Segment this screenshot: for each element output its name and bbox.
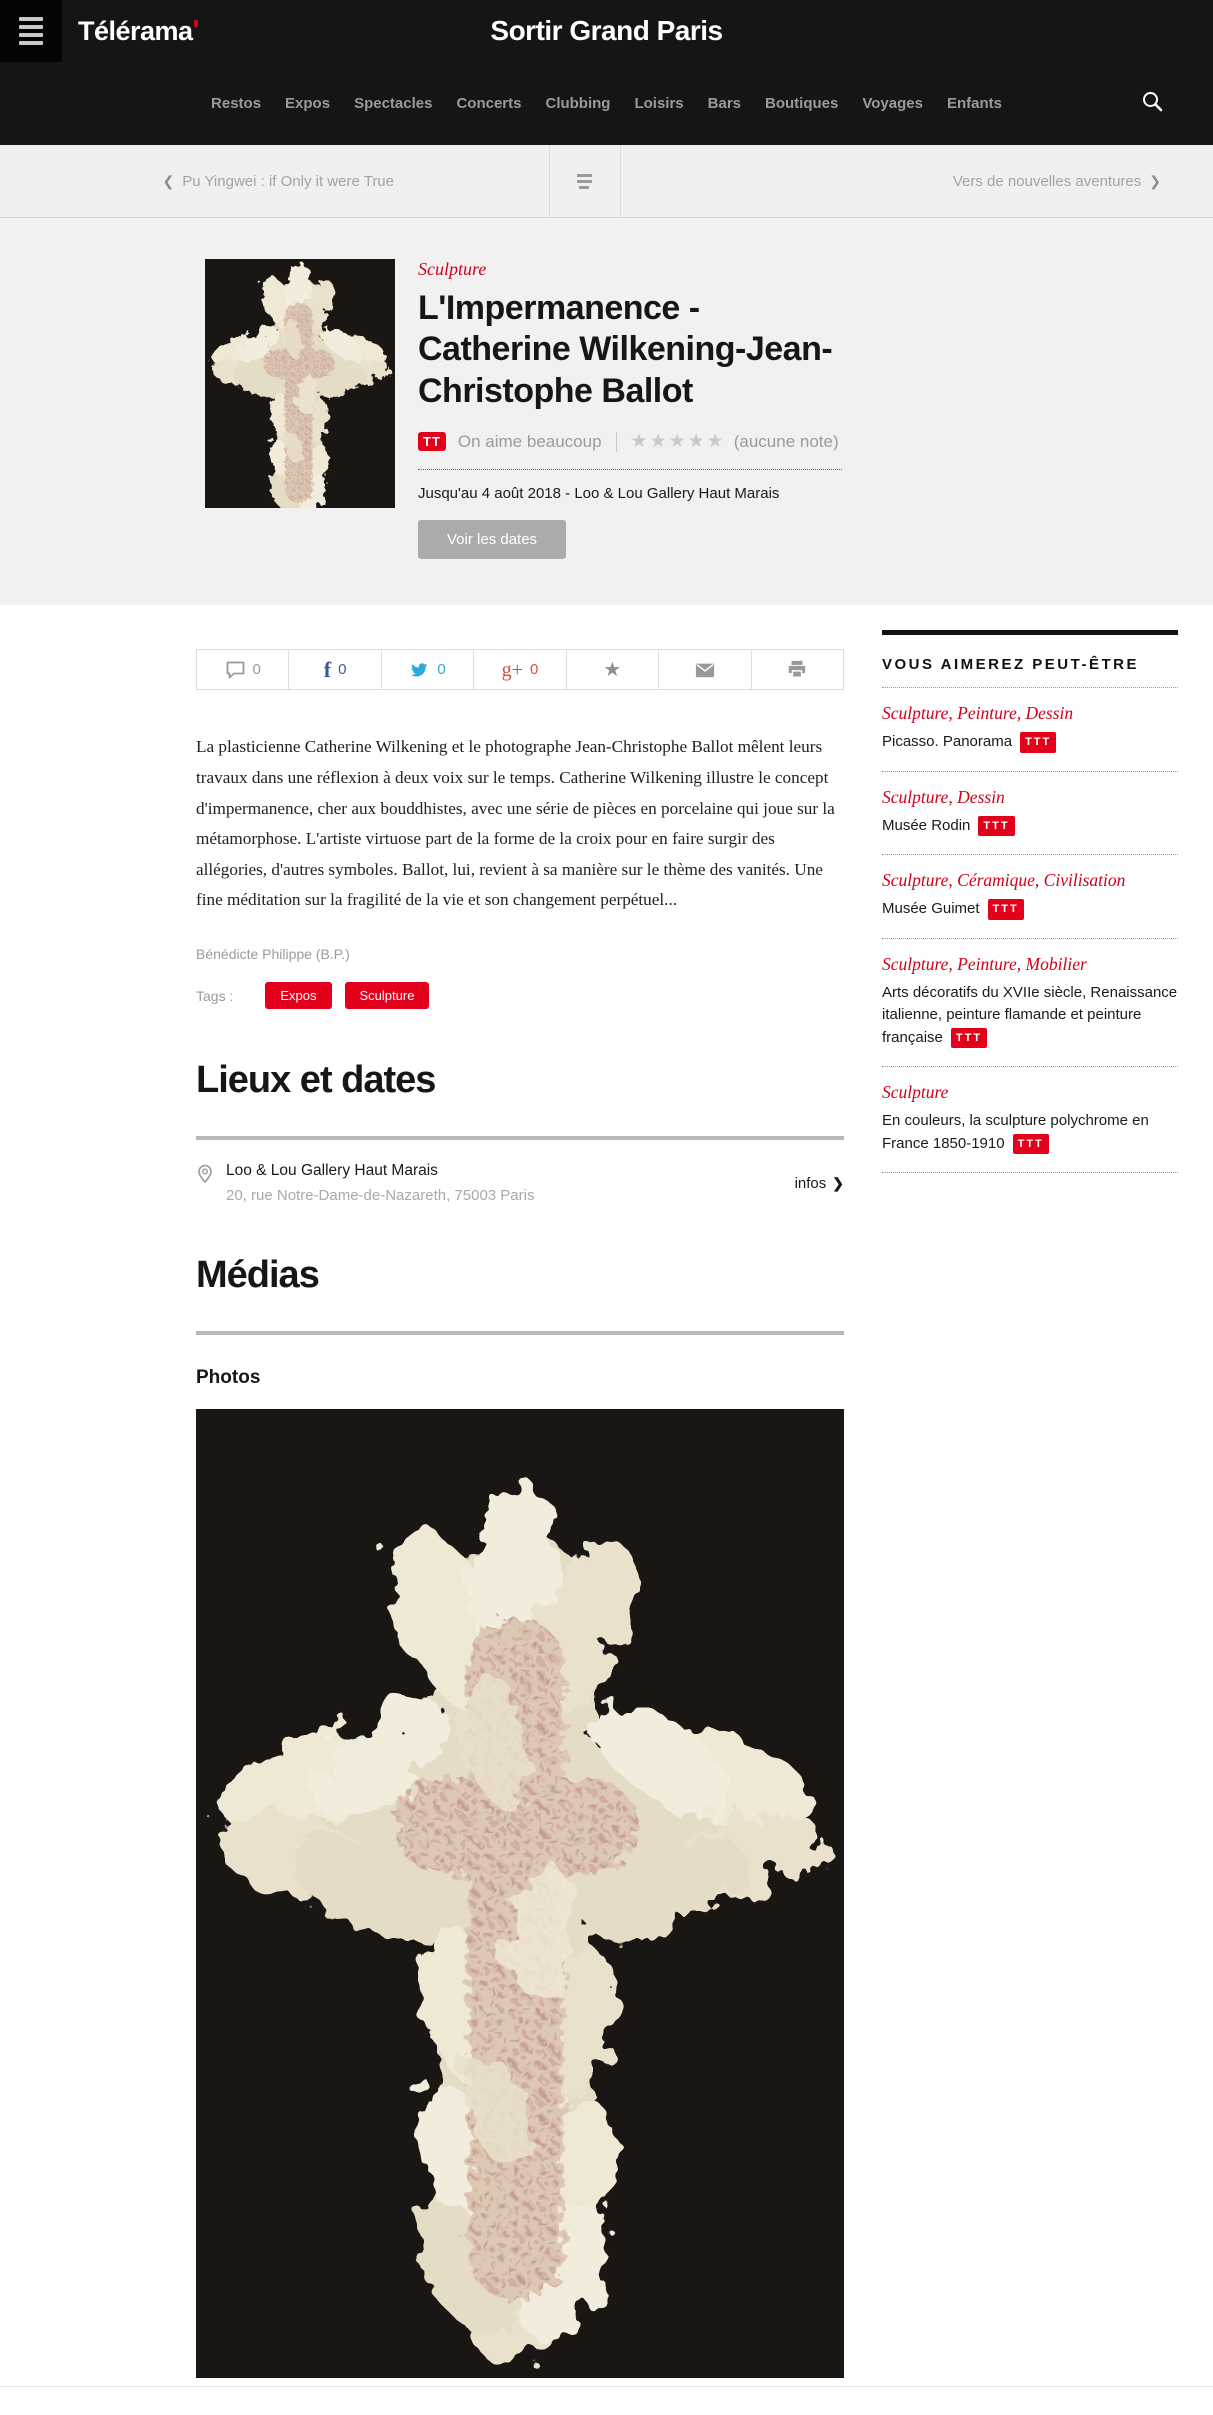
sidebar-top-bar — [882, 630, 1178, 635]
dotted-divider — [418, 469, 842, 470]
sidebar-title: VOUS AIMEREZ PEUT-ÊTRE — [882, 656, 1139, 674]
infos-label: infos — [794, 1174, 827, 1192]
article-title: L'Impermanence - Catherine Wilkening-Jean-Christophe Ballot — [418, 289, 833, 410]
related-item-title: Musée Rodin TTT — [882, 815, 1178, 838]
divider — [616, 432, 617, 452]
related-item-musee-guimet[interactable] — [882, 855, 1178, 939]
infos-link[interactable] — [795, 1175, 844, 1192]
next-article-label: Vers de nouvelles aventures — [952, 172, 1142, 190]
ttt-rating-badge: TTT — [1020, 732, 1056, 753]
related-item-picasso[interactable] — [882, 688, 1178, 772]
content — [0, 605, 1213, 2378]
favorite-button[interactable] — [567, 650, 659, 689]
hamburger-icon — [19, 17, 43, 21]
related-item-category: Sculpture, Peinture, Mobilier — [882, 953, 1087, 974]
hamburger-menu-button[interactable] — [0, 0, 62, 62]
main-column — [196, 605, 844, 2378]
related-item-title: Musée Guimet TTT — [882, 898, 1178, 921]
twitter-icon — [409, 660, 430, 680]
prev-article-label: Pu Yingwei : if Only it were True — [182, 172, 394, 190]
see-dates-button[interactable]: Voir les dates — [418, 520, 566, 559]
related-item-title: Arts décoratifs du XVIIe siècle, Renaissance italienne, peinture flamande et peinture française TTT — [882, 982, 1178, 1050]
chevron-right-icon: ❯ — [832, 1174, 844, 1191]
next-article-link[interactable] — [621, 145, 1213, 217]
nav-item-expos[interactable]: Expos — [285, 95, 331, 112]
photos-subheading: Photos — [196, 1367, 261, 1389]
review-label: On aime beaucoup — [457, 431, 602, 451]
nav-item-bars[interactable]: Bars — [707, 95, 742, 112]
search-button[interactable] — [1141, 90, 1165, 117]
article-list-button[interactable] — [549, 145, 621, 217]
comment-bubble-icon — [225, 660, 246, 680]
ttt-rating-badge: TTT — [1013, 1134, 1049, 1155]
printer-icon — [786, 659, 808, 680]
venue-row — [196, 1162, 844, 1204]
nav-item-loisirs[interactable]: Loisirs — [634, 95, 684, 112]
nav-item-spectacles[interactable]: Spectacles — [354, 95, 433, 112]
facebook-share-button[interactable] — [289, 650, 381, 689]
site-title: Sortir Grand Paris — [490, 15, 723, 46]
rating-note: (aucune note) — [733, 431, 839, 451]
page-bottom-divider — [0, 2386, 1213, 2387]
envelope-icon — [694, 660, 716, 680]
tags-label: Tags : — [196, 987, 234, 1004]
email-share-button[interactable] — [659, 650, 751, 689]
venue-name[interactable]: Loo & Lou Gallery Haut Marais — [226, 1162, 438, 1180]
ttt-rating-badge: TTT — [951, 1028, 987, 1049]
section-divider — [196, 1136, 844, 1140]
share-toolbar — [196, 649, 844, 690]
facebook-count: 0 — [338, 661, 347, 679]
exhibit-photo — [196, 1409, 844, 2378]
related-item-category: Sculpture, Peinture, Dessin — [882, 703, 1074, 724]
section-title-medias: Médias — [196, 1254, 319, 1297]
article-body: La plasticienne Catherine Wilkening et le photographe Jean-Christophe Ballot mêlent leurs travaux dans une réflexion à deux voix sur le temps. Catherine Wilkening illustre le concept d'impermanence, cher aux bouddhistes, avec une série de pièces en porcelaine qui joue sur la métamorphose. L'artiste virtuose part de la forme de la croix pour en faire surgir des allégories, d'autres symboles. Ballot, lui, revient à sa manière sur le thème des vanités. Une fine méditation sur la fragilité de la vie et son changement perpétuel... — [196, 737, 835, 910]
related-item-sculpture-polychrome[interactable] — [882, 1067, 1178, 1173]
article-header-info — [418, 259, 842, 559]
tags-row — [196, 982, 844, 1009]
related-item-arts-decoratifs[interactable] — [882, 939, 1178, 1068]
related-item-category: Sculpture, Dessin — [882, 786, 1005, 807]
comments-button[interactable] — [197, 650, 289, 689]
related-item-category: Sculpture — [882, 1082, 949, 1103]
brand-mark: ' — [192, 14, 199, 47]
article-category-link[interactable]: Sculpture — [418, 259, 487, 279]
nav-item-concerts[interactable]: Concerts — [456, 95, 522, 112]
ttt-rating-badge: TTT — [988, 899, 1024, 920]
prev-article-link[interactable] — [0, 145, 549, 217]
twitter-count: 0 — [437, 661, 446, 679]
venue-text — [226, 1162, 795, 1204]
tag-expos[interactable]: Expos — [265, 982, 331, 1009]
googleplus-icon: g+ — [501, 658, 523, 681]
nav-item-boutiques[interactable]: Boutiques — [765, 95, 839, 112]
article-pager — [0, 145, 1213, 218]
star-icon: ★ — [603, 658, 622, 681]
article-thumbnail — [205, 259, 395, 508]
rating-row — [418, 430, 842, 453]
sidebar-recommendations — [882, 630, 1178, 2378]
chevron-right-icon: ❯ — [1149, 172, 1161, 189]
search-icon — [1141, 90, 1165, 114]
nav-item-restos[interactable]: Restos — [211, 95, 262, 112]
tag-sculpture[interactable]: Sculpture — [345, 982, 430, 1009]
section-divider — [196, 1331, 844, 1335]
brand-text: Télérama — [78, 15, 193, 46]
article-header — [0, 218, 1213, 605]
user-rating-stars[interactable]: ★★★★★ — [630, 431, 726, 453]
related-item-musee-rodin[interactable] — [882, 772, 1178, 856]
ttt-rating-badge: TTT — [978, 816, 1014, 837]
list-icon — [577, 174, 592, 177]
chevron-left-icon: ❮ — [162, 172, 175, 189]
nav-item-clubbing[interactable]: Clubbing — [545, 95, 611, 112]
location-pin-icon — [196, 1164, 214, 1184]
tt-rating-badge: TT — [418, 432, 446, 451]
article-author: Bénédicte Philippe (B.P.) — [196, 946, 350, 963]
main-nav — [0, 62, 1213, 145]
twitter-share-button[interactable] — [382, 650, 474, 689]
facebook-icon: f — [323, 656, 332, 682]
telerama-logo[interactable] — [78, 15, 199, 48]
top-header — [0, 0, 1213, 62]
nav-item-voyages[interactable]: Voyages — [862, 95, 923, 112]
event-dates: Jusqu'au 4 août 2018 - Loo & Lou Gallery Haut Marais — [418, 485, 780, 503]
related-item-title: En couleurs, la sculpture polychrome en France 1850-1910 TTT — [882, 1110, 1178, 1155]
venue-address: 20, rue Notre-Dame-de-Nazareth, 75003 Paris — [226, 1187, 535, 1205]
comments-count: 0 — [252, 661, 261, 679]
print-button[interactable] — [752, 650, 844, 689]
nav-item-enfants[interactable]: Enfants — [946, 95, 1002, 112]
googleplus-count: 0 — [529, 661, 539, 679]
related-item-title: Picasso. Panorama TTT — [882, 731, 1178, 754]
related-item-category: Sculpture, Céramique, Civilisation — [882, 870, 1126, 891]
section-title-lieux: Lieux et dates — [196, 1059, 436, 1102]
googleplus-share-button[interactable] — [474, 650, 566, 689]
